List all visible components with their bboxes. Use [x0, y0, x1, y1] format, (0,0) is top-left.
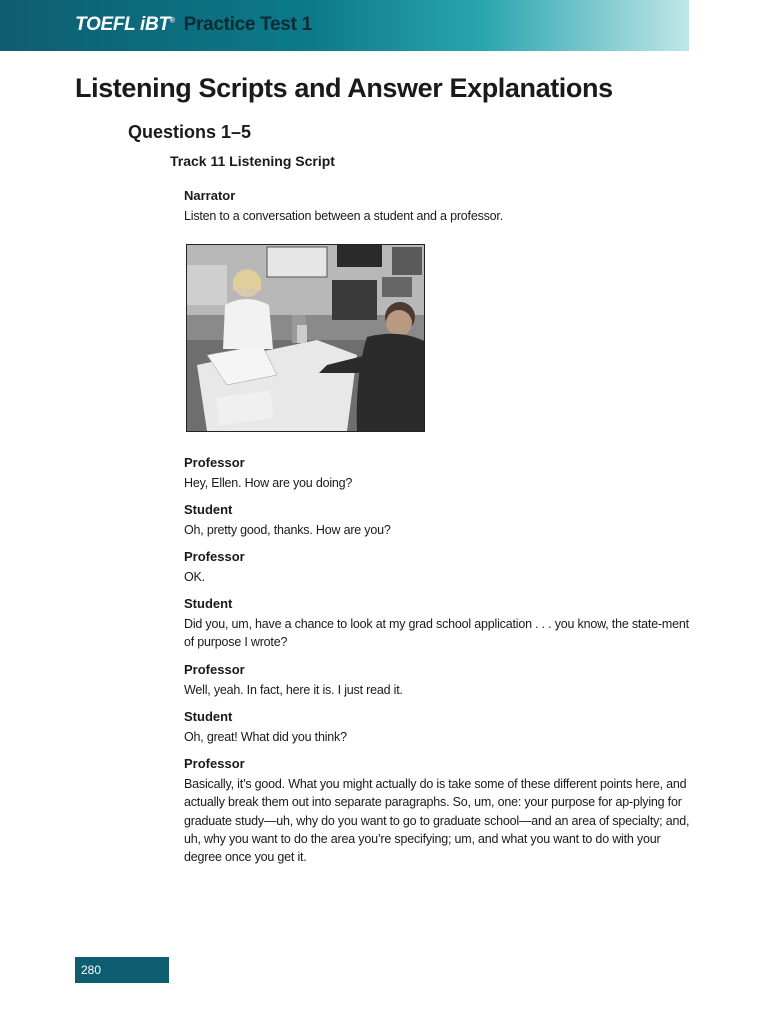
script-line: Did you, um, have a chance to look at my grad school application . . . you know, the state-ment of purpose I wrote?: [184, 617, 689, 650]
dialogue-turn-6: [184, 708, 690, 746]
script-line: Listen to a conversation between a student and a professor.: [184, 209, 503, 223]
speaker-label: Student: [184, 596, 233, 611]
script-line: OK.: [184, 570, 205, 584]
narrator-block: [184, 187, 690, 225]
dialogue-turn-3: [184, 548, 690, 586]
speaker-label: Professor: [184, 662, 245, 677]
header-subtitle: Practice Test 1: [183, 14, 312, 35]
speaker-label: Professor: [184, 549, 245, 564]
running-header: [75, 14, 312, 36]
dialogue-turn-4: [184, 595, 690, 652]
dialogue-turn-1: [184, 454, 690, 492]
page-number-badge: [75, 957, 169, 983]
script-line: Basically, it’s good. What you might actually do is take some of these different points here, and actually break them out into separate paragraphs. So, um, one: your purpose for ap-plying for graduate study—uh, why do you want to go to graduate school—and an area of specialty; and, uh, why you want to do the area you’re specifying; um, and what you want to do with your degree once you get it.: [184, 777, 690, 865]
dialogue-turn-7: [184, 755, 690, 866]
header-band: [0, 0, 689, 51]
speaker-label: Student: [184, 502, 233, 517]
speaker-label: Professor: [184, 756, 245, 771]
script-line: Well, yeah. In fact, here it is. I just read it.: [184, 683, 403, 697]
conversation-photo: [186, 244, 425, 432]
speaker-label: Narrator: [184, 188, 236, 203]
script-line: Oh, great! What did you think?: [184, 730, 347, 744]
conversation-photo-illustration: [187, 245, 424, 431]
script-line: Hey, Ellen. How are you doing?: [184, 476, 353, 490]
script-line: Oh, pretty good, thanks. How are you?: [184, 523, 391, 537]
trademark-mark: ®: [169, 17, 175, 25]
dialogue-turn-5: [184, 661, 690, 699]
page-title: Listening Scripts and Answer Explanations: [75, 73, 613, 103]
section-heading: Questions 1–5: [128, 122, 252, 142]
speaker-label: Professor: [184, 455, 245, 470]
page-number: 280: [81, 963, 102, 977]
track-heading: Track 11 Listening Script: [170, 153, 335, 169]
dialogue-turn-2: [184, 501, 690, 539]
speaker-label: Student: [184, 709, 233, 724]
header-brand: TOEFL iBT: [75, 14, 170, 35]
